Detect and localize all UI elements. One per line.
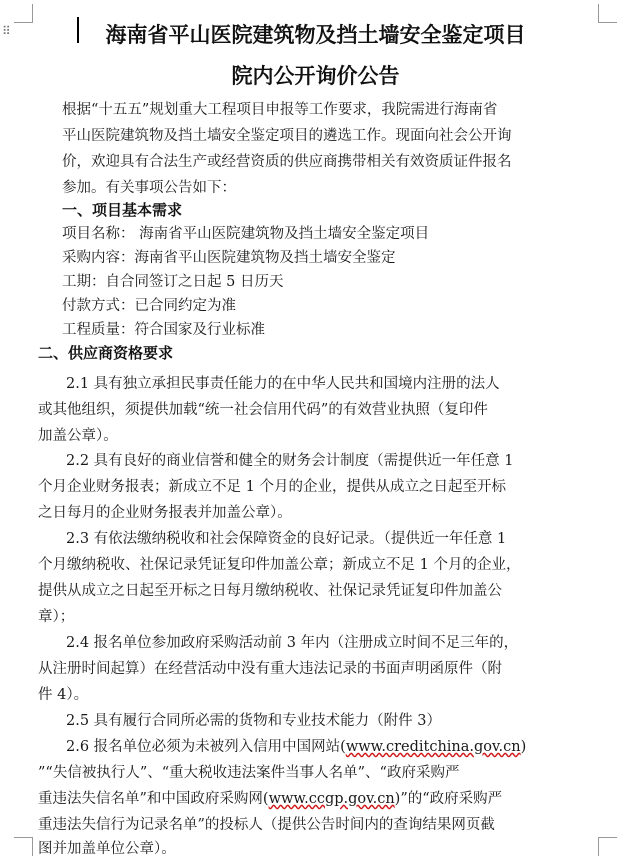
- intro-line: 参加。有关事项公告如下：: [62, 180, 236, 196]
- link-close-paren: ): [520, 739, 527, 755]
- intro-line: 平山医院建筑物及挡土墙安全鉴定项目的遴选工作。现面向社会公开询: [62, 128, 512, 144]
- creditchina-link[interactable]: www.creditchina.gov.cn: [345, 739, 521, 755]
- document-subtitle: 院内公开询价公告: [231, 64, 400, 88]
- qualification-text: ”的“政府采购严: [400, 791, 503, 807]
- qualification-line: [38, 787, 502, 808]
- requirement-item: 项目名称： 海南省平山医院建筑物及挡土墙安全鉴定项目: [62, 226, 430, 242]
- qualification-line: ”“失信被执行人”、“重大税收违法案件当事人名单”、“政府采购严: [38, 765, 460, 781]
- qualification-line: 个月企业财务报表；新成立不足 1 个月的企业，提供从成立之日起至开标: [38, 479, 506, 495]
- qualification-line: 提供从成立之日起至开标之日每月缴纳税收、社保记录凭证复印件加盖公: [38, 583, 502, 599]
- qualification-line: 章）；: [38, 609, 75, 625]
- link-close-paren: ): [394, 791, 401, 807]
- qualification-line: 图并加盖单位公章）。: [38, 841, 176, 857]
- requirement-item: 采购内容：海南省平山医院建筑物及挡土墙安全鉴定: [62, 250, 396, 266]
- intro-line: 根据“十五五”规划重大工程项目申报等工作要求，我院需进行海南省: [62, 102, 498, 118]
- requirement-item: 付款方式：已合同约定为准: [62, 298, 236, 314]
- crop-mark-bottom-left: [14, 837, 33, 856]
- qualification-line: 或其他组织，须提供加载“统一社会信用代码”的有效营业执照（复印件: [38, 402, 488, 418]
- requirement-item: 工期：自合同签订之日起 5 日历天: [62, 274, 284, 290]
- ccgp-link[interactable]: www.ccgp.gov.cn: [268, 791, 395, 807]
- requirement-item: 工程质量：符合国家及行业标准: [62, 322, 265, 338]
- qualification-line: 个月缴纳税收、社保记录凭证复印件加盖公章；新成立不足 1 个月的企业，: [38, 557, 521, 573]
- qualification-line: 加盖公章）。: [38, 428, 118, 444]
- qualification-text: 重违法失信名单”和中国政府采购网(: [38, 791, 269, 807]
- qualification-line: 件 4）。: [38, 687, 89, 703]
- crop-mark-bottom-right: [598, 837, 617, 856]
- qualification-line: 2.1 具有独立承担民事责任能力的在中华人民共和国境内注册的法人: [66, 376, 500, 392]
- section-heading-qualifications: 二、供应商资格要求: [38, 344, 174, 362]
- qualification-line: 重违法失信行为记录名单”的投标人（提供公告时间内的查询结果网页截: [38, 817, 495, 833]
- document-title: 海南省平山医院建筑物及挡土墙安全鉴定项目: [105, 23, 526, 47]
- qualification-line: 2.2 具有良好的商业信誉和健全的财务会计制度（需提供近一年任意 1: [66, 453, 514, 469]
- drag-handle-icon[interactable]: ⠿: [2, 24, 10, 38]
- qualification-line: 2.5 具有履行合同所必需的货物和专业技术能力（附件 3）: [66, 713, 442, 729]
- qualification-line: 2.4 报名单位参加政府采购活动前 3 年内（注册成立时间不足三年的，: [66, 635, 519, 651]
- section-heading-requirements: 一、项目基本需求: [62, 201, 183, 219]
- qualification-line: 2.3 有依法缴纳税收和社会保障资金的良好记录。（提供近一年任意 1: [66, 531, 507, 547]
- qualification-text: 2.6 报名单位必须为未被列入信用中国网站(: [66, 739, 346, 755]
- qualification-line: 之日每月的企业财务报表并加盖公章）。: [38, 505, 292, 521]
- qualification-line: [66, 735, 526, 756]
- intro-line: 价，欢迎具有合法生产或经营资质的供应商携带相关有效资质证件报名: [62, 154, 512, 170]
- qualification-line: 从注册时间起算）在经营活动中没有重大违法记录的书面声明函原件（附: [38, 661, 502, 677]
